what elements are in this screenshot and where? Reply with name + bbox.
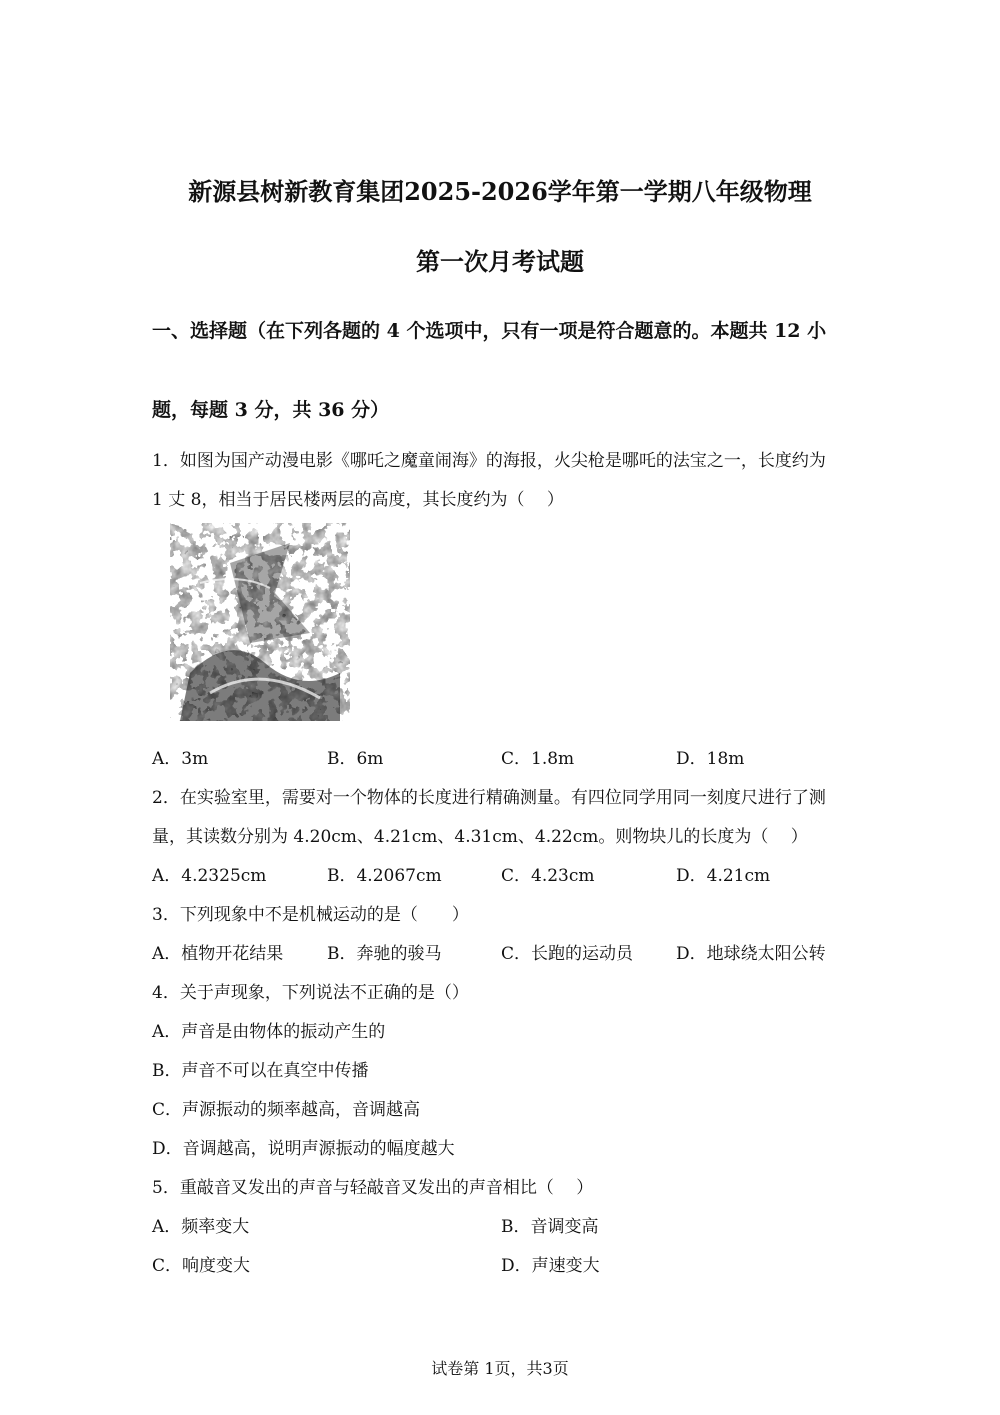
q2-option-b: B．4.2067cm [327, 866, 442, 886]
q1-option-b: B．6m [327, 749, 384, 769]
q4-option-d: D．音调越高，说明声源振动的幅度越大 [152, 1139, 455, 1159]
exam-title-line2: 第一次月考试题 [416, 247, 584, 276]
q3-option-a: A．植物开花结果 [152, 944, 284, 964]
exam-title-line1: 新源县树新教育集团2025-2026学年第一学期八年级物理 [188, 177, 812, 206]
q2-option-a: A．4.2325cm [152, 866, 267, 886]
q4-option-a: A．声音是由物体的振动产生的 [152, 1022, 386, 1042]
question-5-stem: 5．重敲音叉发出的声音与轻敲音叉发出的声音相比（ ） [152, 1178, 594, 1198]
page-footer: 试卷第 1页，共3页 [431, 1359, 569, 1378]
q5-option-d: D．声速变大 [501, 1256, 600, 1276]
q3-option-d: D．地球绕太阳公转 [676, 944, 826, 964]
question-4-stem: 4．关于声现象，下列说法不正确的是（） [152, 983, 469, 1003]
q4-option-b: B．声音不可以在真空中传播 [152, 1061, 369, 1081]
q1-option-c: C．1.8m [501, 749, 575, 769]
q1-option-d: D．18m [676, 749, 745, 769]
question-3-stem: 3．下列现象中不是机械运动的是（ ） [152, 905, 469, 925]
q5-option-b: B．音调变高 [501, 1217, 599, 1237]
q5-option-c: C．响度变大 [152, 1256, 251, 1276]
question-1-stem-line1: 1．如图为国产动漫电影《哪吒之魔童闹海》的海报，火尖枪是哪吒的法宝之一，长度约为 [152, 451, 826, 471]
question-2-stem-line2: 量，其读数分别为 4.20cm、4.21cm、4.31cm、4.22cm。则物块儿的长度为（ ） [152, 827, 808, 847]
q5-option-a: A．频率变大 [152, 1217, 250, 1237]
movie-poster-image [170, 523, 350, 721]
section-heading-line1: 一、选择题（在下列各题的 4 个选项中，只有一项是符合题意的。本题共 12 小 [152, 320, 827, 342]
question-1-stem-line2: 1 丈 8，相当于居民楼两层的高度，其长度约为（ ） [152, 490, 564, 510]
q3-option-c: C．长跑的运动员 [501, 944, 634, 964]
question-2-stem-line1: 2．在实验室里，需要对一个物体的长度进行精确测量。有四位同学用同一刻度尺进行了测 [152, 788, 826, 808]
q2-option-d: D．4.21cm [676, 866, 771, 886]
section-heading-line2: 题，每题 3 分，共 36 分） [152, 399, 390, 421]
q4-option-c: C．声源振动的频率越高，音调越高 [152, 1100, 421, 1120]
q3-option-b: B．奔驰的骏马 [327, 944, 442, 964]
poster-illustration [170, 523, 350, 721]
q2-option-c: C．4.23cm [501, 866, 595, 886]
q1-option-a: A．3m [152, 749, 209, 769]
